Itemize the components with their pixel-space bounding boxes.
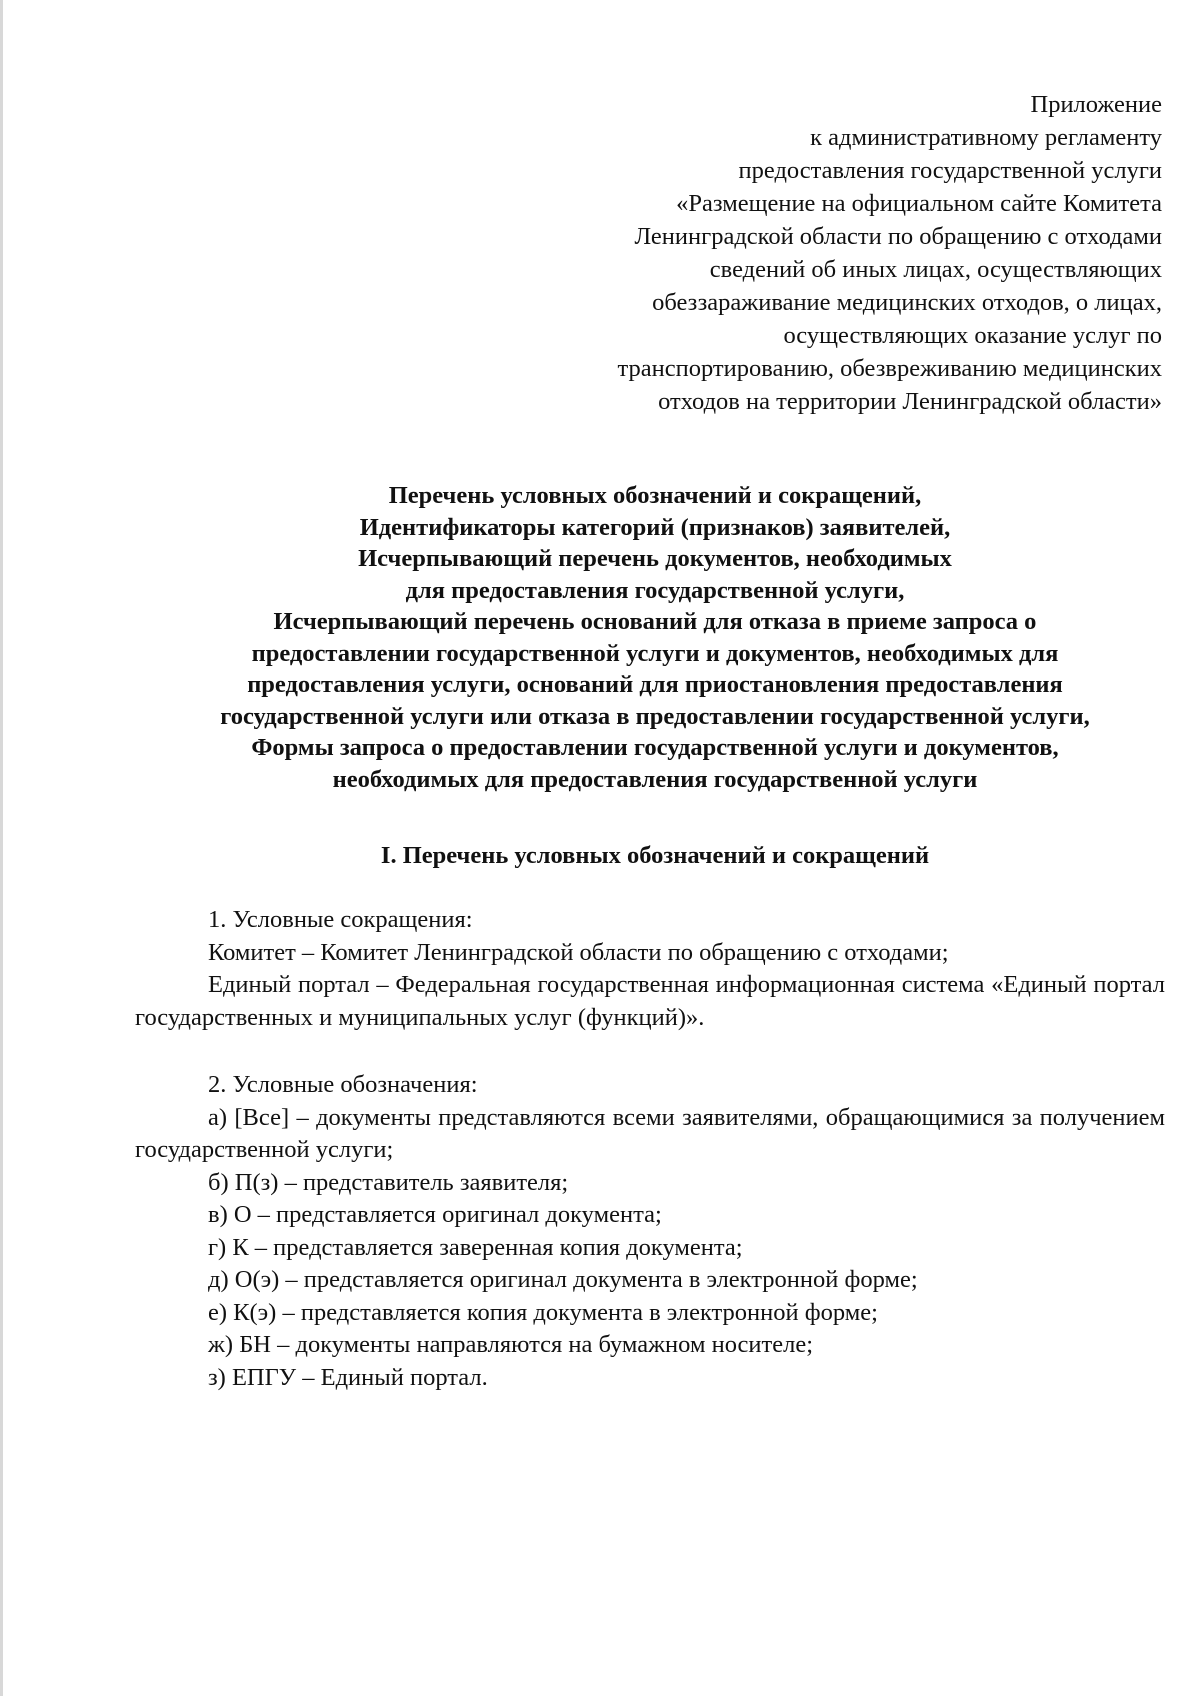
appendix-line: «Размещение на официальном сайте Комитета xyxy=(676,190,1162,217)
title-line: государственной услуги или отказа в предоставлении государственной услуги, xyxy=(220,702,1090,730)
appendix-note xyxy=(462,88,1162,418)
appendix-line: сведений об иных лицах, осуществляющих xyxy=(709,256,1162,283)
appendix-line: отходов на территории Ленинградской области» xyxy=(658,388,1162,415)
abbreviations-block xyxy=(135,904,1165,1034)
section-heading: I. Перечень условных обозначений и сокращений xyxy=(380,842,930,869)
title-line: необходимых для предоставления государственной услуги xyxy=(332,765,978,793)
abbreviation-committee: Комитет – Комитет Ленинградской области по обращению с отходами; xyxy=(208,938,949,966)
abbreviations-label: 1. Условные сокращения: xyxy=(208,906,473,933)
designation-item: в) О – представляется оригинал документа; xyxy=(208,1201,662,1228)
title-line: предоставления услуги, оснований для приостановления предоставления xyxy=(247,671,1063,698)
designation-item: б) П(з) – представитель заявителя; xyxy=(208,1168,569,1196)
title-line: предоставлении государственной услуги и документов, необходимых для xyxy=(251,639,1059,667)
designation-item: ж) БН – документы направляются на бумажном носителе; xyxy=(208,1331,814,1358)
appendix-line: обеззараживание медицинских отходов, о лицах, xyxy=(652,289,1162,316)
appendix-line: Ленинградской области по обращению с отходами xyxy=(634,223,1162,250)
title-line: Исчерпывающий перечень оснований для отказа в приеме запроса о xyxy=(273,608,1037,635)
designation-item: з) ЕПГУ – Единый портал. xyxy=(208,1363,488,1391)
scan-edge xyxy=(0,0,3,1696)
appendix-line: к административному регламенту xyxy=(810,124,1162,151)
designation-item: е) К(э) – представляется копия документа в электронной форме; xyxy=(208,1298,878,1326)
appendix-line: осуществляющих оказание услуг по xyxy=(783,322,1162,349)
appendix-line: Приложение xyxy=(1030,91,1162,118)
abbreviation-portal: Единый портал – Федеральная государственная информационная система «Единый портал государственных и муниципальных услуг (функций)». xyxy=(135,971,1165,1031)
designations-label: 2. Условные обозначения: xyxy=(208,1071,478,1098)
document-title xyxy=(110,480,1200,795)
designations-block xyxy=(135,1069,1165,1394)
title-line: Идентификаторы категорий (признаков) заявителей, xyxy=(359,513,951,541)
designation-item: г) К – представляется заверенная копия документа; xyxy=(208,1233,743,1261)
title-line: Формы запроса о предоставлении государственной услуги и документов, xyxy=(251,734,1059,761)
appendix-line: транспортированию, обезвреживанию медицинских xyxy=(617,355,1162,382)
title-line: для предоставления государственной услуги, xyxy=(405,576,905,604)
title-line: Перечень условных обозначений и сокращений, xyxy=(388,482,922,509)
title-line: Исчерпывающий перечень документов, необходимых xyxy=(358,545,952,572)
appendix-line: предоставления государственной услуги xyxy=(738,157,1162,184)
designation-item: а) [Все] – документы представляются всеми заявителями, обращающимися за получением государственной услуги; xyxy=(135,1103,1165,1163)
designation-item: д) О(э) – представляется оригинал документа в электронной форме; xyxy=(208,1266,918,1293)
